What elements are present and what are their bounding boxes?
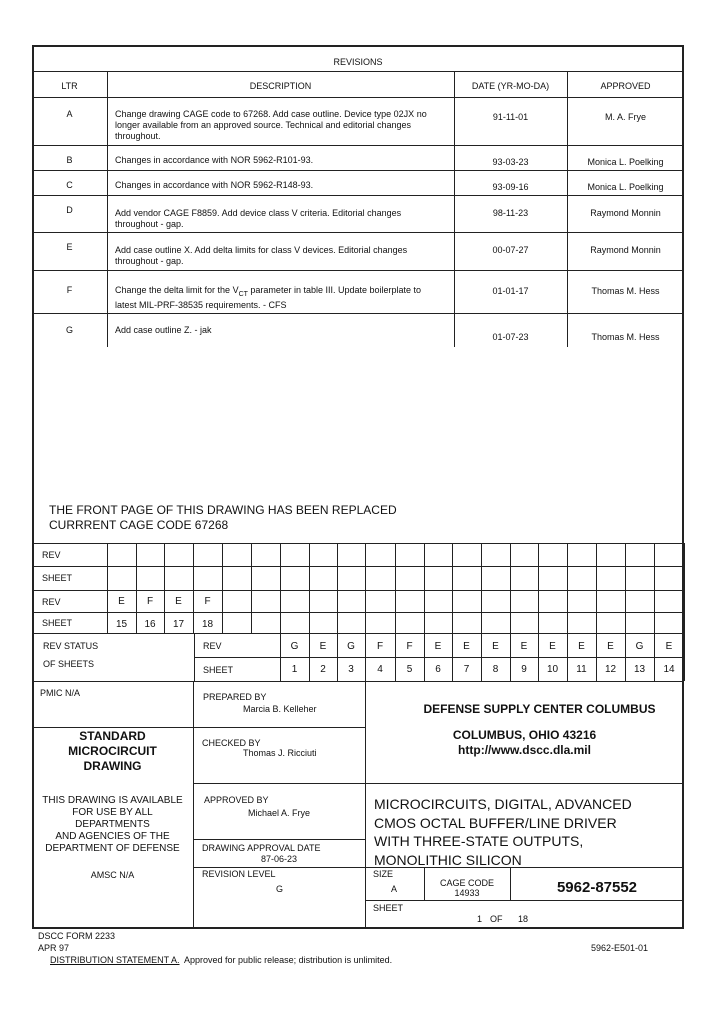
sheet-of-label: OF [490,914,503,924]
revision-date: 91-11-01 [492,112,529,122]
revision-date: 00-07-27 [492,245,529,255]
sheet-number: 1 [477,914,483,924]
form-label: DSCC FORM 2233 [38,931,116,941]
status-rev-value: E [492,641,499,652]
revision-date: 01-01-17 [492,286,529,296]
revision-date: 01-07-23 [492,332,529,342]
continuation-rev-value: E [118,596,125,607]
continuation-rev-value: F [146,596,154,607]
status-sheet-value: 5 [406,664,413,675]
col-description-header: DESCRIPTION [249,81,312,91]
revision-level-label: REVISION LEVEL [202,869,276,879]
size-label: SIZE [373,869,394,879]
revision-description: Add case outline Z. - jak [115,325,212,335]
form-date: APR 97 [38,943,70,953]
approved-by-name: Michael A. Frye [248,808,311,818]
status-sheet-value: 9 [521,664,527,675]
drawing-number: 5962-87552 [556,879,638,896]
prepared-by-label: PREPARED BY [203,692,267,702]
status-sheet-value: 3 [348,664,354,675]
revision-description: Changes in accordance with NOR 5962-R148-93. [115,180,314,190]
of-sheets-label: OF SHEETS [43,659,95,669]
availability-statement: THIS DRAWING IS AVAILABLE FOR USE BY ALL DEPARTMENTS AND AGENCIES OF THE DEPARTMENT OF DEFENSE [42,795,183,854]
cage-code: CAGE CODE 14933 [439,878,494,898]
col-ltr-header: LTR [61,81,78,91]
status-sheet-value: 12 [604,664,617,675]
continuation-rev-value: F [204,596,211,607]
revision-ltr: B [66,155,73,165]
drawing-title: MICROCIRCUITS, DIGITAL, ADVANCED CMOS OCTAL BUFFER/LINE DRIVER WITH THREE-STATE OUTPUTS, MONOLITHIC SILICON [374,796,632,868]
status-rev-value: E [578,641,585,652]
continuation-sheet-label: SHEET [42,573,73,583]
revision-approved: Monica L. Poelking [587,157,664,167]
status-sheet-value: 2 [320,664,326,675]
revision-ltr: C [66,180,73,190]
status-sheet-value: 7 [463,664,470,675]
revision-ltr: E [66,242,73,252]
status-sheet-value: 4 [377,664,383,675]
sheet-label: SHEET [373,903,404,913]
status-rev-value: F [376,641,384,652]
revision-description: Add vendor CAGE F8859. Add device class V criteria. Editorial changes throughout - gap. [115,208,402,229]
status-sheet-value: 10 [546,664,559,675]
amsc-label: AMSC N/A [90,870,135,880]
status-sheet-label: SHEET [203,665,234,675]
distribution-statement: DISTRIBUTION STATEMENT A. Approved for public release; distribution is unlimited. [50,955,393,965]
continuation-sheet-value: 18 [201,619,214,630]
revision-date: 93-09-16 [492,182,529,192]
continuation-rev-value: E [175,596,182,607]
status-sheet-value: 13 [633,664,646,675]
revision-ltr: G [65,325,73,335]
col-date-header: DATE (YR-MO-DA) [471,81,550,91]
status-rev-value: E [665,641,673,652]
status-rev-value: E [520,641,528,652]
status-rev-value: E [549,641,556,652]
status-rev-value: G [347,641,355,652]
revision-approved: M. A. Frye [604,112,646,122]
revision-description: Changes in accordance with NOR 5962-R101-93. [115,155,314,165]
col-approved-header: APPROVED [600,81,651,91]
continuation-sheet-value: 17 [172,619,185,630]
revision-approved: Monica L. Poelking [587,182,664,192]
continuation-sheet-value: 15 [115,619,128,630]
prepared-by-name: Marcia B. Kelleher [243,704,317,714]
status-sheet-value: 1 [291,664,298,675]
status-rev-value: E [434,641,442,652]
revisions-title: REVISIONS [333,57,383,67]
status-rev-value: E [607,641,614,652]
checked-by-name: Thomas J. Ricciuti [243,748,317,758]
revision-description: Add case outline X. Add delta limits for class V devices. Editorial changes throughout - gap. [115,245,408,266]
replacement-notice: THE FRONT PAGE OF THIS DRAWING HAS BEEN REPLACED [49,503,397,517]
status-rev-label: REV [203,641,222,651]
status-rev-value: G [635,641,644,652]
revision-description: Change the delta limit for the $V_{CT}$ parameter in table III. Update boilerplate to latest MIL-PRF-38535 requirements. - CFS [115,285,422,310]
revision-approved: Raymond Monnin [590,245,661,255]
status-rev-value: E [319,641,327,652]
form-number: 5962-E501-01 [591,943,649,953]
continuation-rev-label: REV [42,597,61,607]
continuation-rev-label: REV [42,550,61,560]
pmic-label: PMIC N/A [40,688,81,698]
status-sheet-value: 6 [435,664,441,675]
continuation-sheet-label: SHEET [42,618,73,628]
sheet-total: 18 [518,914,529,924]
revision-approved: Thomas M. Hess [591,332,660,342]
status-sheet-value: 8 [492,664,499,675]
continuation-sheet-value: 16 [144,619,156,630]
revision-date: 93-03-23 [492,157,529,167]
revision-approved: Thomas M. Hess [591,286,660,296]
agency-url: http://www.dscc.dla.mil [458,743,591,757]
revision-ltr: D [66,205,73,215]
size-value: A [391,884,398,894]
status-rev-value: F [406,641,413,652]
approval-date-label: DRAWING APPROVAL DATE [202,843,321,853]
agency-name: DEFENSE SUPPLY CENTER COLUMBUS [423,702,656,716]
revision-ltr: A [66,109,73,119]
standard-microcircuit-drawing: STANDARD MICROCIRCUIT DRAWING [68,729,157,773]
rev-status-label: REV STATUS [43,641,99,651]
approval-date: 87-06-23 [261,854,298,864]
status-rev-value: E [463,641,470,652]
checked-by-label: CHECKED BY [202,738,261,748]
revision-level: G [276,884,284,894]
status-rev-value: G [290,641,299,652]
status-sheet-value: 14 [663,664,675,675]
cage-code-notice: CURRRENT CAGE CODE 67268 [49,518,229,532]
agency-city: COLUMBUS, OHIO 43216 [452,728,597,742]
revision-approved: Raymond Monnin [590,208,661,218]
revision-date: 98-11-23 [492,208,529,218]
approved-by-label: APPROVED BY [204,795,269,805]
revision-ltr: F [66,285,73,295]
revision-description: Change drawing CAGE code to 67268. Add case outline. Device type 02JX no longer available from an approved source. Technical and editorial changes throughout. [115,109,427,141]
status-sheet-value: 11 [576,664,587,675]
